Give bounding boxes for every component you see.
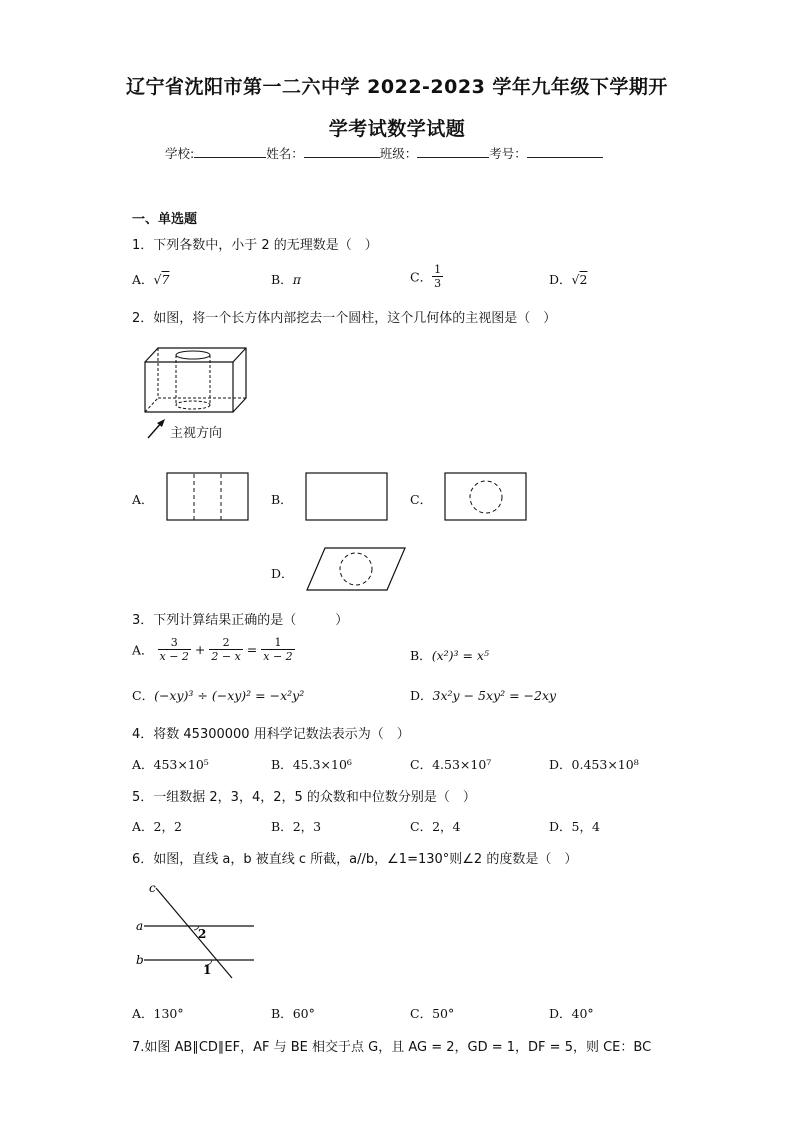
q1-stem: 1．下列各数中，小于 2 的无理数是（ ）: [132, 238, 378, 253]
q6-stem: 6．如图，直线 a，b 被直线 c 所截，a//b，∠1=130°则∠2 的度数是（ ）: [132, 852, 578, 867]
exam-number-blank[interactable]: [527, 145, 603, 158]
q2-stem: 2．如图，将一个长方体内部挖去一个圆柱，这个几何体的主视图是（ ）: [132, 311, 557, 326]
q1-option-c[interactable]: C． $\frac{1}{3}$: [410, 263, 442, 290]
q5-option-a[interactable]: A．2，2: [132, 819, 182, 834]
q1-option-a[interactable]: A．√7: [132, 272, 170, 287]
q2-option-d-label: D．: [271, 566, 294, 581]
q4-option-c[interactable]: C．4.53×10⁷: [410, 757, 492, 772]
q1-option-b[interactable]: B．π: [271, 272, 301, 287]
q3-option-c[interactable]: C．(−xy)³ ÷ (−xy)² = −x²y²: [132, 688, 305, 703]
q3-option-d[interactable]: D．3x²y − 5xy² = −2xy: [410, 688, 557, 703]
svg-text:c: c: [149, 881, 156, 895]
q2-option-b-label: B．: [271, 492, 293, 507]
q4-option-b[interactable]: B．45.3×10⁶: [271, 757, 352, 772]
page-title-line2: 学考试数学试题: [328, 118, 466, 140]
q4-option-a[interactable]: A．453×10⁵: [132, 757, 209, 772]
q2-option-d[interactable]: [305, 546, 407, 592]
q2-option-c-label: C．: [410, 492, 433, 507]
svg-text:b: b: [136, 953, 144, 967]
sqrt-icon: √: [153, 272, 162, 287]
q2-option-a[interactable]: [166, 472, 250, 522]
sqrt-icon: √: [571, 272, 580, 287]
fraction: $\frac{1}{3}$: [434, 263, 442, 290]
svg-text:1: 1: [203, 963, 212, 977]
q2-option-a-label: A．: [132, 492, 154, 507]
q2-option-c[interactable]: [444, 472, 528, 522]
q6-option-c[interactable]: C．50°: [410, 1006, 455, 1021]
q5-option-b[interactable]: B．2，3: [271, 819, 322, 834]
q3-option-a[interactable]: A． $\frac{3}{x - 2}$ + $\frac{2}{2 - x}$ = $\frac{1}{x - 2}$: [132, 636, 293, 663]
school-blank[interactable]: [194, 145, 266, 158]
section-heading: 一、单选题: [132, 212, 198, 227]
svg-text:2: 2: [198, 927, 207, 941]
exam-number-label: 考号：: [489, 146, 527, 161]
name-blank[interactable]: [304, 145, 380, 158]
name-label: 姓名：: [266, 146, 304, 161]
page-title-line1: 辽宁省沈阳市第一二六中学 2022-2023 学年九年级下学期开: [126, 76, 668, 98]
q4-option-d[interactable]: D．0.453×10⁸: [549, 757, 639, 772]
q4-stem: 4．将数 45300000 用科学记数法表示为（ ）: [132, 727, 410, 742]
q2-option-b[interactable]: [305, 472, 389, 522]
q6-option-d[interactable]: D．40°: [549, 1006, 594, 1021]
q6-option-a[interactable]: A．130°: [132, 1006, 184, 1021]
student-info-line: [165, 144, 603, 162]
q5-option-c[interactable]: C．2，4: [410, 819, 461, 834]
school-label: 学校:: [165, 146, 195, 161]
q6-parallel-lines-figure: [132, 880, 262, 980]
q6-option-b[interactable]: B．60°: [271, 1006, 315, 1021]
q3-stem: 3．下列计算结果正确的是（ ）: [132, 613, 349, 628]
svg-text:a: a: [136, 919, 144, 933]
q5-stem: 5．一组数据 2，3，4，2，5 的众数和中位数分别是（ ）: [132, 790, 476, 805]
q7-stem: 7.如图 AB∥CD∥EF，AF 与 BE 相交于点 G，且 AG = 2，GD = 1，DF = 5，则 CE：BC: [132, 1040, 652, 1055]
class-label: 班级：: [379, 146, 418, 161]
q3-option-b[interactable]: B．(x²)³ = x⁵: [410, 648, 489, 663]
q1-option-d[interactable]: D．√2: [549, 272, 588, 287]
class-blank[interactable]: [417, 145, 489, 158]
q5-option-d[interactable]: D．5，4: [549, 819, 600, 834]
view-direction-label: 主视方向: [170, 426, 223, 441]
